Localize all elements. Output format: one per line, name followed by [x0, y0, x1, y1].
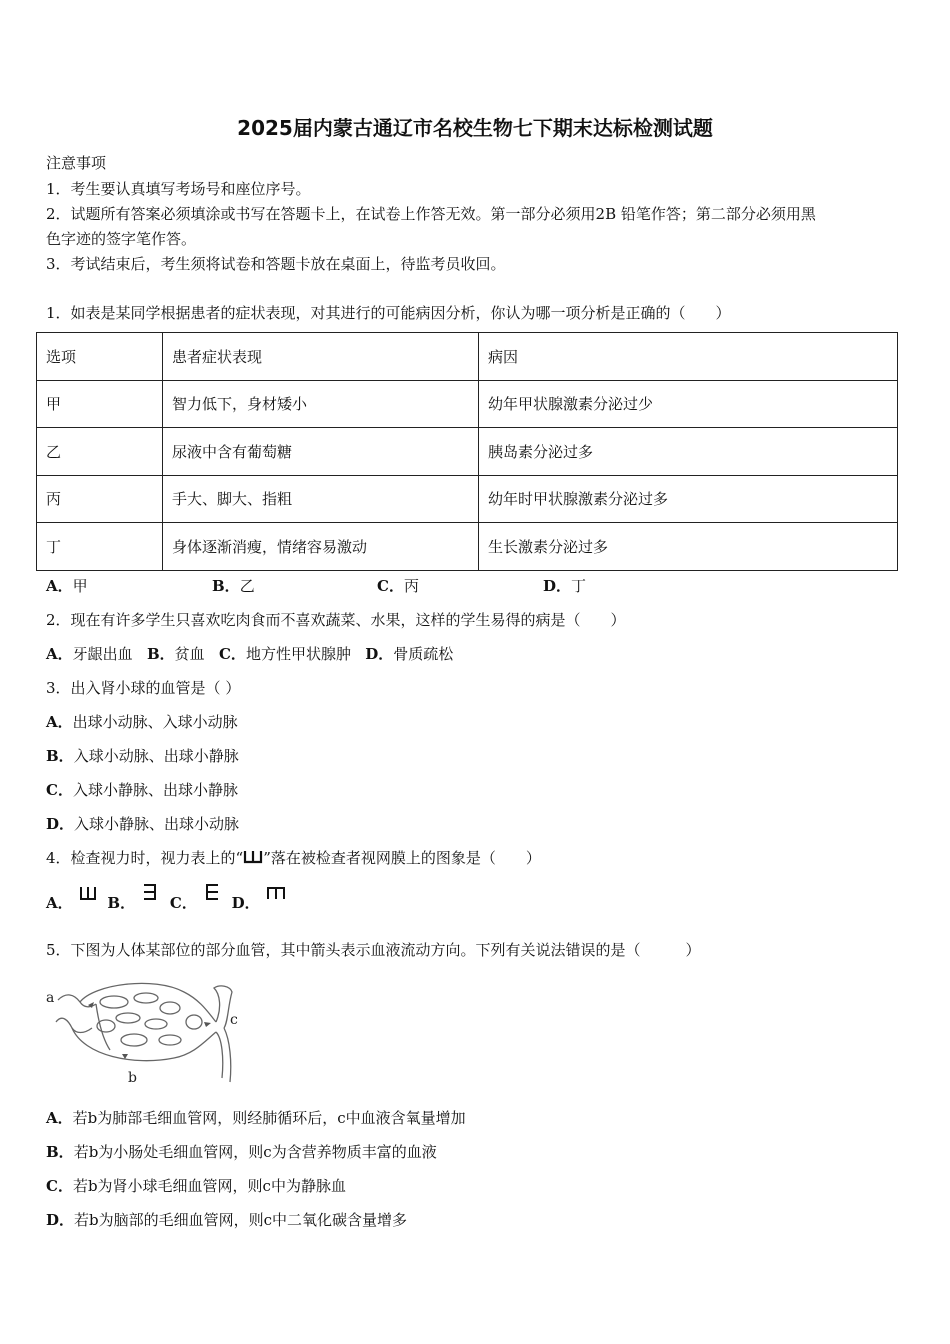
option-letter: A． [46, 713, 73, 731]
table-cell: 幼年甲状腺激素分泌过少 [479, 380, 898, 428]
option-letter: A． [46, 577, 73, 595]
question-4-option-b [107, 882, 165, 913]
e-open-up-icon [79, 885, 97, 901]
option-text: 丁 [571, 577, 587, 595]
table-row [37, 428, 898, 476]
option-text: 贫血 [174, 645, 205, 663]
option-text: 若b为脑部的毛细血管网，则c中二氧化碳含量增多 [74, 1211, 408, 1229]
table-header-cell: 选项 [37, 333, 163, 381]
question-4-options [46, 882, 292, 913]
table-cell: 生长激素分泌过多 [479, 523, 898, 571]
table-row [37, 475, 898, 523]
question-5-option-c [46, 1175, 346, 1196]
table-header-row [37, 333, 898, 381]
question-5-option-b [46, 1141, 437, 1162]
option-text: 甲 [72, 577, 88, 595]
table-cell: 尿液中含有葡萄糖 [163, 428, 479, 476]
option-letter: C． [169, 894, 197, 912]
option-text: 入球小静脉、出球小动脉 [74, 815, 240, 833]
option-letter: B． [212, 577, 240, 595]
table-cell: 智力低下，身材矮小 [163, 380, 479, 428]
notice-item: 2．试题所有答案必须填涂或书写在答题卡上，在试卷上作答无效。第一部分必须用2B 铅笔作答；第二部分必须用黑 [46, 205, 816, 223]
table-row [37, 380, 898, 428]
option-letter: A． [46, 1109, 73, 1127]
question-1-table [36, 332, 898, 571]
option-text: 出球小动脉、入球小动脉 [72, 713, 238, 731]
option-text: 乙 [239, 577, 255, 595]
option-letter: B． [107, 894, 136, 912]
option-text: 若b为肾小球毛细血管网，则c中为静脉血 [72, 1177, 346, 1195]
question-1-stem: 1．如表是某同学根据患者的症状表现，对其进行的可能病因分析，你认为哪一项分析是正确的（ ） [46, 304, 731, 322]
option-letter: C． [46, 781, 73, 799]
option-text: 若b为小肠处毛细血管网，则c为含营养物质丰富的血液 [73, 1143, 437, 1161]
question-5-stem: 5．下图为人体某部位的部分血管，其中箭头表示血液流动方向。下列有关说法错误的是（ ） [46, 941, 701, 959]
option-letter: C． [218, 645, 246, 663]
table-header-cell: 患者症状表现 [163, 333, 479, 381]
table-cell: 胰岛素分泌过多 [479, 428, 898, 476]
question-3-option-c [46, 779, 238, 800]
question-5-option-d [46, 1209, 407, 1230]
question-1-option-a [46, 575, 88, 596]
question-3-option-a [46, 711, 238, 732]
capillary-network-figure [44, 978, 254, 1088]
notice-item: 1．考生要认真填写考场号和座位序号。 [46, 180, 311, 198]
question-3-stem: 3．出入肾小球的血管是（ ） [46, 679, 241, 697]
stem-text: ”落在被检查者视网膜上的图象是（ ） [263, 849, 541, 867]
e-open-up-icon [243, 850, 263, 864]
question-4-option-a [46, 882, 103, 913]
question-3-option-d [46, 813, 239, 834]
option-text: 丙 [403, 577, 419, 595]
question-5-option-a [46, 1107, 466, 1128]
option-letter: D． [231, 894, 260, 912]
option-text: 若b为肺部毛细血管网，则经肺循环后，c中血液含氧量增加 [72, 1109, 466, 1127]
question-4-option-c [170, 882, 227, 913]
option-letter: B． [46, 1143, 74, 1161]
option-letter: B． [146, 645, 175, 663]
option-letter: A． [46, 894, 73, 912]
table-cell: 丙 [37, 475, 163, 523]
option-text: 入球小静脉、出球小静脉 [72, 781, 238, 799]
option-letter: C． [46, 1177, 73, 1195]
label-c: c [230, 1012, 238, 1028]
notice-item: 色字迹的签字笔作答。 [46, 230, 197, 248]
question-2-stem: 2．现在有许多学生只喜欢吃肉食而不喜欢蔬菜、水果，这样的学生易得的病是（ ） [46, 611, 626, 629]
question-4-option-d [232, 882, 292, 913]
option-letter: D． [46, 815, 75, 833]
e-open-down-icon [266, 885, 286, 901]
label-b: b [128, 1070, 137, 1086]
blood-vessel-diagram [44, 978, 254, 1092]
question-4-stem [46, 847, 541, 868]
option-letter: D． [543, 577, 572, 595]
table-cell: 手大、脚大、指粗 [163, 475, 479, 523]
option-letter: D． [365, 645, 394, 663]
question-1-option-d [543, 575, 586, 596]
option-letter: D． [46, 1211, 75, 1229]
question-1-option-b [212, 575, 255, 596]
notice-item: 3．考试结束后，考生须将试卷和答题卡放在桌面上，待监考员收回。 [46, 255, 506, 273]
option-text: 入球小动脉、出球小静脉 [73, 747, 239, 765]
option-text: 地方性甲状腺肿 [245, 645, 351, 663]
option-letter: C． [377, 577, 404, 595]
notice-heading: 注意事项 [46, 154, 107, 172]
question-3-option-b [46, 745, 239, 766]
question-2-options [46, 643, 453, 664]
e-open-left-icon [141, 883, 159, 901]
table-cell: 甲 [37, 380, 163, 428]
table-row [37, 523, 898, 571]
option-text: 牙龈出血 [72, 645, 133, 663]
page-title: 2025届内蒙古通辽市名校生物七下期末达标检测试题 [237, 116, 713, 140]
option-letter: B． [46, 747, 74, 765]
e-open-right-icon [203, 883, 221, 901]
option-letter: A． [46, 645, 73, 663]
table-cell: 身体逐渐消瘦，情绪容易激动 [163, 523, 479, 571]
table-header-cell: 病因 [479, 333, 898, 381]
table-cell: 丁 [37, 523, 163, 571]
table-cell: 幼年时甲状腺激素分泌过多 [479, 475, 898, 523]
question-1-option-c [377, 575, 419, 596]
option-text: 骨质疏松 [393, 645, 454, 663]
label-a: a [46, 990, 55, 1006]
table-cell: 乙 [37, 428, 163, 476]
stem-text: 4．检查视力时，视力表上的“ [46, 849, 244, 867]
